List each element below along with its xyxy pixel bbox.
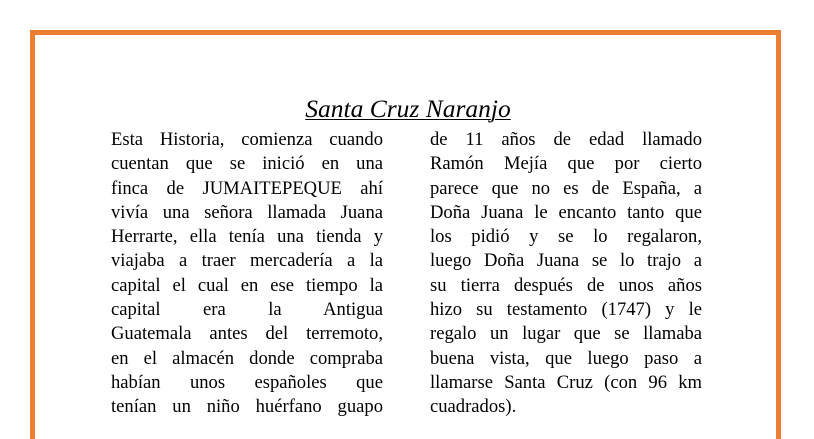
text-line: llamarse Santa Cruz (con 96 km: [430, 371, 702, 393]
text-line: regalo un lugar que se llamaba: [430, 323, 702, 345]
text-line: Doña Juana le encanto tanto que: [430, 201, 702, 223]
text-line: capital era la Antigua: [111, 299, 383, 321]
text-line: cuadrados).: [430, 396, 517, 418]
text-line: vivía una señora llamada Juana: [111, 201, 383, 223]
text-line: hizo su testamento (1747) y le: [430, 299, 702, 321]
text-line: los pidió y se lo regalaron,: [430, 226, 702, 248]
text-line: buena vista, que luego paso a: [430, 347, 702, 369]
text-line: su tierra después de unos años: [430, 274, 702, 296]
text-line: capital el cual en ese tiempo la: [111, 274, 383, 296]
text-line: tenían un niño huérfano guapo: [111, 396, 383, 418]
text-line: finca de JUMAITEPEQUE ahí: [111, 177, 383, 199]
text-line: de 11 años de edad llamado: [430, 129, 702, 150]
text-line: Ramón Mejía que por cierto: [430, 153, 702, 175]
text-line: habían unos españoles que: [111, 371, 383, 393]
text-line: Herrarte, ella tenía una tienda y: [111, 226, 383, 248]
text-line: viajaba a traer mercadería a la: [111, 250, 383, 272]
text-line: Guatemala antes del terremoto,: [111, 323, 383, 345]
text-line: luego Doña Juana se lo trajo a: [430, 250, 702, 272]
text-line: Esta Historia, comienza cuando: [111, 129, 383, 150]
document-title: Santa Cruz Naranjo: [305, 94, 511, 123]
text-line: cuentan que se inició en una: [111, 153, 383, 175]
right-text-column: [430, 128, 702, 420]
left-text-column: [111, 128, 383, 420]
text-line: parece que no es de España, a: [430, 177, 702, 199]
text-line: en el almacén donde compraba: [111, 347, 383, 369]
